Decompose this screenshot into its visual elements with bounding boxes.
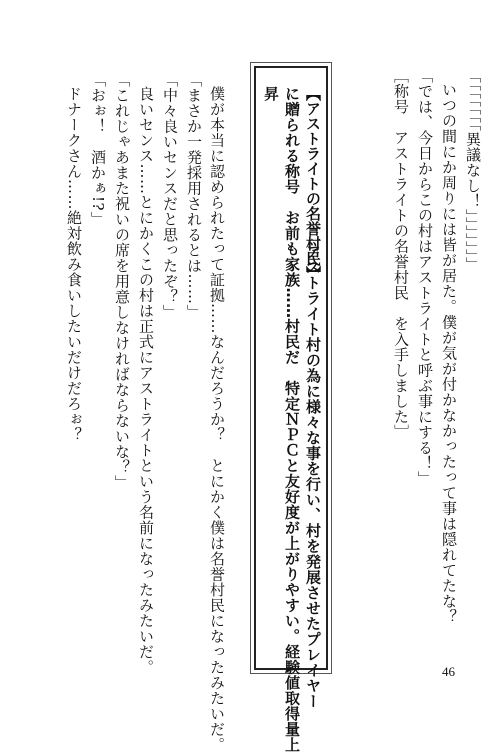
text-line: 良いセンス……とにかくこの村は正式にアストライトという名前になったみたいだ。 bbox=[137, 86, 155, 675]
text-line: 僕が本当に認められたって証拠……なんだろうか？ とにかく僕は名誉村民になったみたいだ。 bbox=[208, 86, 226, 753]
title-box-line: 昇 bbox=[262, 86, 280, 102]
text-line: 「では、今日からこの村はアストライトと呼ぶ事にする！」 bbox=[416, 68, 434, 487]
text-line: いつの間にか周りには皆が居た。僕が気が付かなかったって事は隠れてたな？ bbox=[440, 82, 458, 625]
title-box-line: アストライト村の為に様々な事を行い、村を発展させたプレイヤー bbox=[304, 244, 322, 709]
text-line: ドナークさん……絶対飲み食いしたいだけだろぉ？ bbox=[65, 86, 83, 443]
text-line: ［称号 アストライトの名誉村民 を入手しました］ bbox=[392, 68, 410, 440]
text-line: 「中々良いセンスだと思ったぞ？」 bbox=[161, 72, 179, 320]
text-line: 「おぉ！ 酒かぁ!?」 bbox=[89, 72, 107, 227]
text-line: 「これじゃあまた祝いの席を用意しなければならないな？」 bbox=[113, 72, 131, 491]
title-box-heading: 【アストライトの名誉村民】 bbox=[304, 86, 322, 281]
page-number: 46 bbox=[442, 664, 455, 679]
text-line: 「「「「「「「異議なし！」」」」」」」 bbox=[464, 68, 482, 273]
text-line: 「まさか一発採用されるとは……」 bbox=[185, 72, 203, 320]
title-box-line: に贈られる称号 お前も家族……村民だ 特定ＮＰＣと友好度が上がりやすい。経験値取得量上 bbox=[283, 86, 301, 753]
